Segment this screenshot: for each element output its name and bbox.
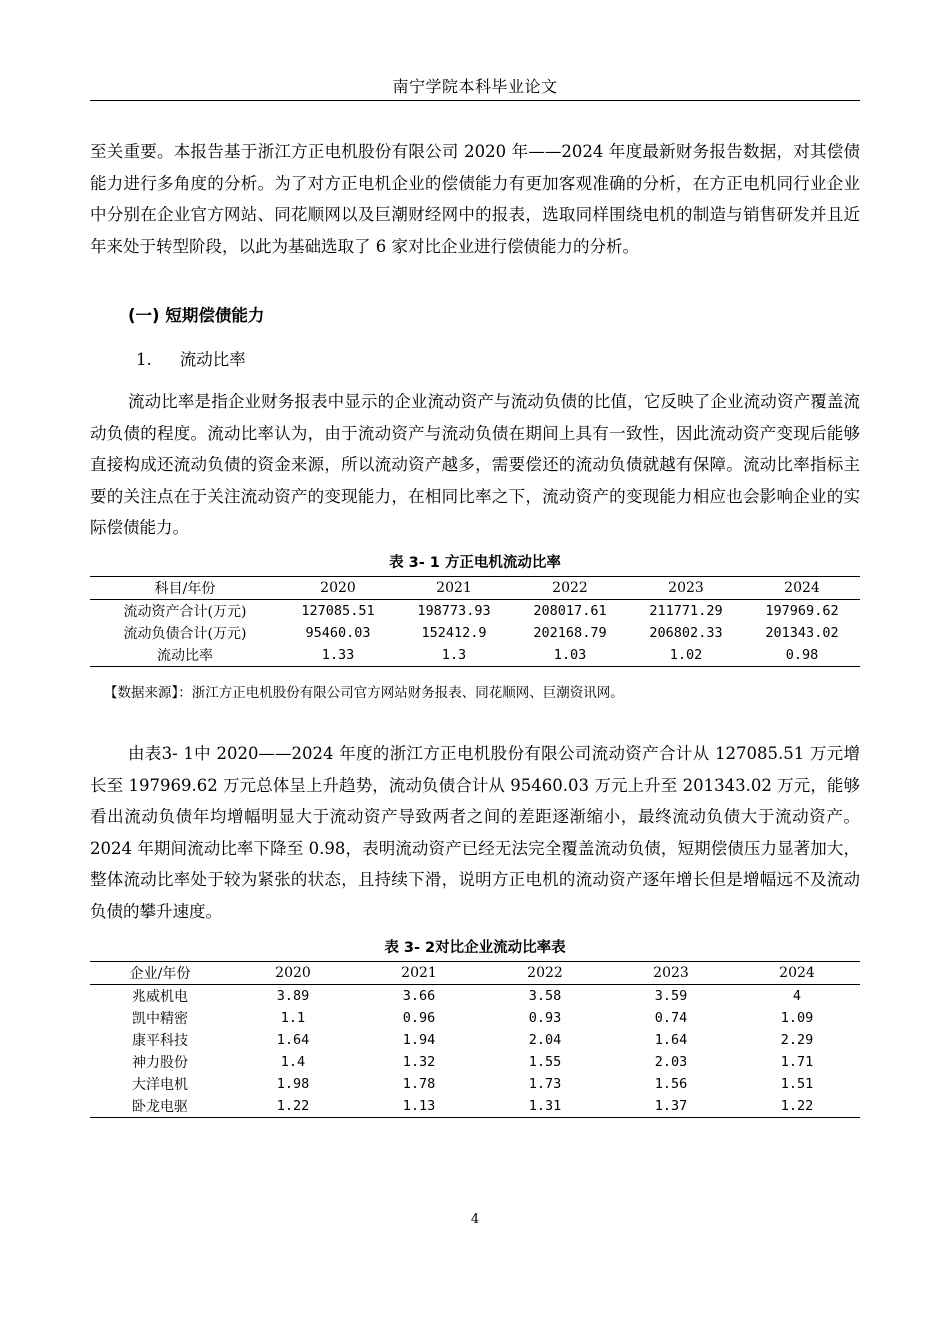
table-cell: 1.4 [280, 1054, 306, 1070]
table-cell: 3.58 [528, 988, 562, 1004]
table1 [90, 576, 860, 667]
page-header: 南宁学院本科毕业论文 [392, 77, 558, 96]
table-cell: 2.04 [528, 1032, 562, 1048]
table-cell: 1.51 [780, 1076, 814, 1092]
table-cell: 1.37 [608, 1095, 734, 1118]
table-header-cell: 2022 [512, 577, 628, 600]
table-cell: 202168.79 [533, 625, 607, 641]
table-cell: 0.74 [654, 1010, 688, 1026]
table-cell: 1.71 [780, 1054, 814, 1070]
table-cell: 神力股份 [132, 1055, 188, 1071]
table-cell: 208017.61 [533, 603, 607, 619]
table-cell: 0.96 [402, 1010, 436, 1026]
subsection-heading [136, 346, 246, 370]
table-cell: 1.13 [356, 1095, 482, 1118]
table-cell: 152412.9 [421, 625, 487, 641]
table-cell: 流动比率 [90, 644, 280, 667]
table-cell: 1.22 [230, 1095, 356, 1118]
definition-paragraph: 流动比率是指企业财务报表中显示的企业流动资产与流动负债的比值，它反映了企业流动资产覆盖流动负债的程度。流动比率认为，由于流动资产与流动负债在期间上具有一致性，因此流动资产变现后能够直接构成还流动负债的资金来源，所以流动资产越多，需要偿还的流动负债就越有保障。流动比率指标主要的关注点在于关注流动资产的变现能力，在相同比率之下，流动资产的变现能力相应也会影响企业的实际偿债能力。 [90, 392, 860, 537]
header-rule [90, 100, 860, 101]
table-cell: 流动负债合计(万元) [123, 626, 247, 642]
table-header-cell: 2020 [230, 962, 356, 985]
table-cell: 1.32 [402, 1054, 436, 1070]
table-cell: 1.78 [402, 1076, 436, 1092]
table-cell: 1.3 [396, 644, 512, 667]
table2 [90, 961, 860, 1118]
table-cell: 1.31 [482, 1095, 608, 1118]
table-header-cell: 2020 [280, 577, 396, 600]
table1-caption: 表 3- 1 方正电机流动比率 [389, 555, 561, 571]
table-cell: 卧龙电驱 [90, 1095, 230, 1118]
table-cell: 197969.62 [765, 603, 839, 619]
table-row [90, 644, 860, 667]
table-header-cell: 2022 [482, 962, 608, 985]
source-note: 【数据来源】：浙江方正电机股份有限公司官方网站财务报表、同花顺网、巨潮资讯网。 [104, 685, 624, 701]
table-cell: 1.22 [734, 1095, 860, 1118]
table-cell: 1.56 [654, 1076, 688, 1092]
table-header-cell: 2024 [734, 962, 860, 985]
table-cell: 2.29 [780, 1032, 814, 1048]
table-header-row [90, 577, 860, 600]
table-cell: 206802.33 [649, 625, 723, 641]
table2-caption: 表 3- 2对比企业流动比率表 [384, 940, 566, 956]
table-cell: 1.02 [628, 644, 744, 667]
intro-paragraph: 至关重要。本报告基于浙江方正电机股份有限公司 2020 年——2024 年度最新财务报告数据，对其偿债能力进行多角度的分析。为了对方正电机企业的偿债能力有更加客观准确的分析，在方正电机同行业企业中分别在企业官方网站、同花顺网以及巨潮财经网中的报表，选取同样围绕电机的制造与销售研发并且近年来处于转型阶段，以此为基础选取了 6 家对比企业进行偿债能力的分析。 [90, 142, 860, 256]
page-number: 4 [470, 1212, 480, 1227]
subsection-number: 1. [136, 350, 152, 369]
table-header-row [90, 962, 860, 985]
table-cell: 1.03 [512, 644, 628, 667]
table-cell: 211771.29 [649, 603, 723, 619]
table-cell: 2.03 [654, 1054, 688, 1070]
table-row [90, 600, 860, 623]
table-header-cell: 2021 [396, 577, 512, 600]
table-row [90, 1007, 860, 1029]
table-cell: 3.66 [402, 988, 436, 1004]
table-row [90, 1051, 860, 1073]
table-header-cell: 科目/年份 [90, 577, 280, 600]
table-cell: 1.1 [280, 1010, 306, 1026]
table-cell: 95460.03 [305, 625, 371, 641]
table-header-cell: 2023 [608, 962, 734, 985]
table-cell: 3.89 [276, 988, 310, 1004]
table-cell: 1.33 [280, 644, 396, 667]
table-cell: 凯中精密 [132, 1011, 188, 1027]
table-header-cell: 企业/年份 [90, 962, 230, 985]
table-row [90, 622, 860, 644]
table-cell: 0.93 [528, 1010, 562, 1026]
table-cell: 3.59 [654, 988, 688, 1004]
table-cell: 1.73 [528, 1076, 562, 1092]
table-row [90, 985, 860, 1008]
table-cell: 兆威机电 [132, 989, 188, 1005]
table-cell: 大洋电机 [132, 1077, 188, 1093]
table-cell: 1.55 [528, 1054, 562, 1070]
subsection-title: 流动比率 [179, 350, 246, 369]
table-cell: 1.09 [780, 1010, 814, 1026]
table-cell: 0.98 [744, 644, 860, 667]
table-header-cell: 2024 [744, 577, 860, 600]
table-cell: 201343.02 [765, 625, 839, 641]
analysis-paragraph: 由表3- 1中 2020——2024 年度的浙江方正电机股份有限公司流动资产合计从 127085.51 万元增长至 197969.62 万元总体呈上升趋势，流动负债合计从 95460.03 万元上升至 201343.02 万元，能够看出流动负债年均增幅明显大于流动资产导致两者之间的差距逐渐缩小，最终流动负债大于流动资产。2024 年期间流动比率下降至 0.98，表明流动资产已经无法完全覆盖流动负债，短期偿债压力显著加大，整体流动比率处于较为紧张的状态，且持续下滑，说明方正电机的流动资产逐年增长但是增幅远不及流动负债的攀升速度。 [90, 744, 860, 921]
table-row [90, 1073, 860, 1095]
table-cell: 流动资产合计(万元) [123, 604, 247, 620]
table-cell: 198773.93 [417, 603, 491, 619]
table-row [90, 1029, 860, 1051]
section-heading: (一) 短期偿债能力 [128, 306, 265, 325]
table-cell: 4 [792, 988, 802, 1004]
table-cell: 1.64 [654, 1032, 688, 1048]
table-cell: 1.64 [276, 1032, 310, 1048]
table-cell: 1.98 [276, 1076, 310, 1092]
table-header-cell: 2023 [628, 577, 744, 600]
table-cell: 127085.51 [301, 603, 375, 619]
table-row [90, 1095, 860, 1118]
table-header-cell: 2021 [356, 962, 482, 985]
table-cell: 1.94 [402, 1032, 436, 1048]
table-cell: 康平科技 [132, 1033, 188, 1049]
